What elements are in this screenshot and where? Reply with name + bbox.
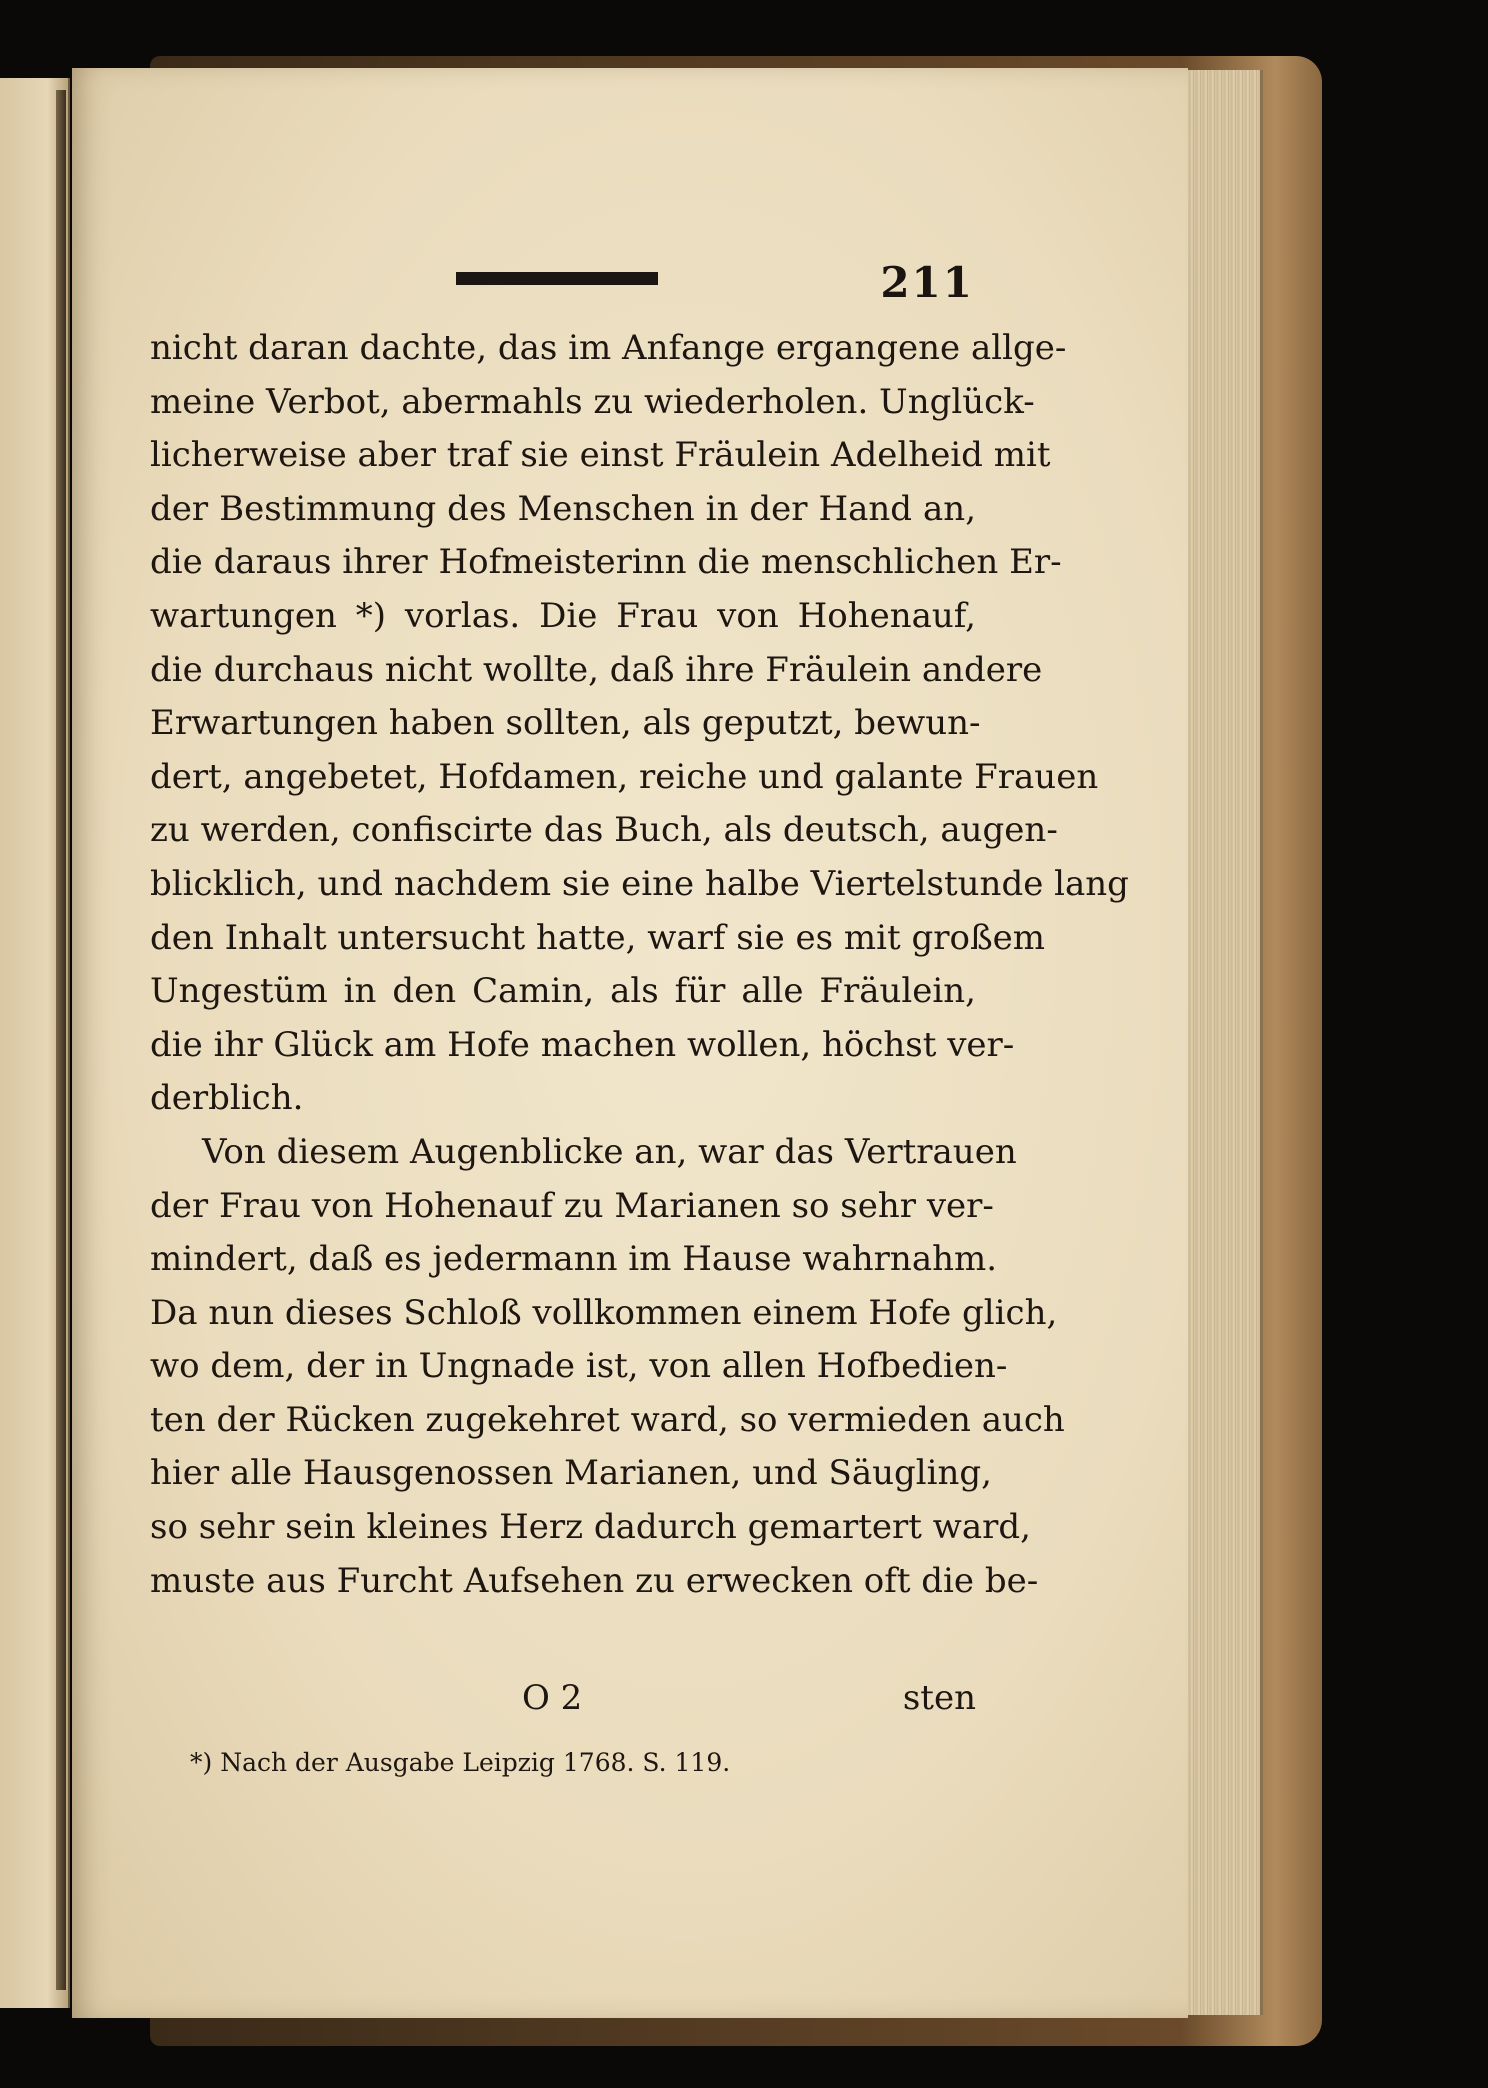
text-line: muste aus Furcht Aufsehen zu erwecken oft die be- bbox=[150, 1560, 1039, 1601]
text-line: meine Verbot, abermahls zu wiederholen. Unglück- bbox=[150, 381, 1035, 422]
page-number: 211 bbox=[880, 258, 974, 307]
footnote: *) Nach der Ausgabe Leipzig 1768. S. 119. bbox=[190, 1748, 731, 1777]
text-line: Ungestüm in den Camin, als für alle Fräulein, bbox=[150, 971, 976, 1012]
text-line: blicklich, und nachdem sie eine halbe Viertelstunde lang bbox=[150, 863, 1129, 904]
text-line: der Frau von Hohenauf zu Marianen so sehr ver- bbox=[150, 1185, 994, 1226]
catchword: sten bbox=[902, 1678, 976, 1718]
text-line: Erwartungen haben sollten, als geputzt, bewun- bbox=[150, 703, 981, 744]
text-line: ten der Rücken zugekehret ward, so vermieden auch bbox=[150, 1399, 1065, 1440]
signature-mark: O 2 bbox=[522, 1678, 583, 1718]
page-stack-edge bbox=[1180, 70, 1263, 2015]
header-rule bbox=[456, 272, 658, 285]
text-line: der Bestimmung des Menschen in der Hand an, bbox=[150, 488, 976, 529]
page-body-text bbox=[150, 322, 1129, 1608]
text-line: derblich. bbox=[150, 1078, 304, 1119]
text-line: wartungen *) vorlas. Die Frau von Hohenauf, bbox=[150, 595, 976, 636]
gutter-shadow bbox=[56, 90, 66, 1990]
text-line: so sehr sein kleines Herz dadurch gemartert ward, bbox=[150, 1507, 1031, 1548]
text-line: hier alle Hausgenossen Marianen, und Säugling, bbox=[150, 1453, 992, 1494]
text-line: die durchaus nicht wollte, daß ihre Fräulein andere bbox=[150, 649, 1043, 690]
text-line: mindert, daß es jedermann im Hause wahrnahm. bbox=[150, 1239, 998, 1280]
text-line: wo dem, der in Ungnade ist, von allen Hofbedien- bbox=[150, 1346, 1008, 1387]
text-line: die daraus ihrer Hofmeisterinn die menschlichen Er- bbox=[150, 542, 1062, 583]
text-line: licherweise aber traf sie einst Fräulein Adelheid mit bbox=[150, 435, 1051, 476]
text-line: die ihr Glück am Hofe machen wollen, höchst ver- bbox=[150, 1024, 1015, 1065]
text-line: nicht daran dachte, das im Anfange ergangene allge- bbox=[150, 328, 1067, 368]
paragraph-start-line: Von diesem Augenblicke an, war das Vertrauen bbox=[202, 1131, 1017, 1172]
text-line: zu werden, confiscirte das Buch, als deutsch, augen- bbox=[150, 810, 1058, 851]
text-line: Da nun dieses Schloß vollkommen einem Hofe glich, bbox=[150, 1292, 1058, 1333]
text-line: dert, angebetet, Hofdamen, reiche und galante Frauen bbox=[150, 756, 1099, 797]
text-line: den Inhalt untersucht hatte, warf sie es mit großem bbox=[150, 917, 1046, 958]
signature-row bbox=[150, 1678, 976, 1728]
